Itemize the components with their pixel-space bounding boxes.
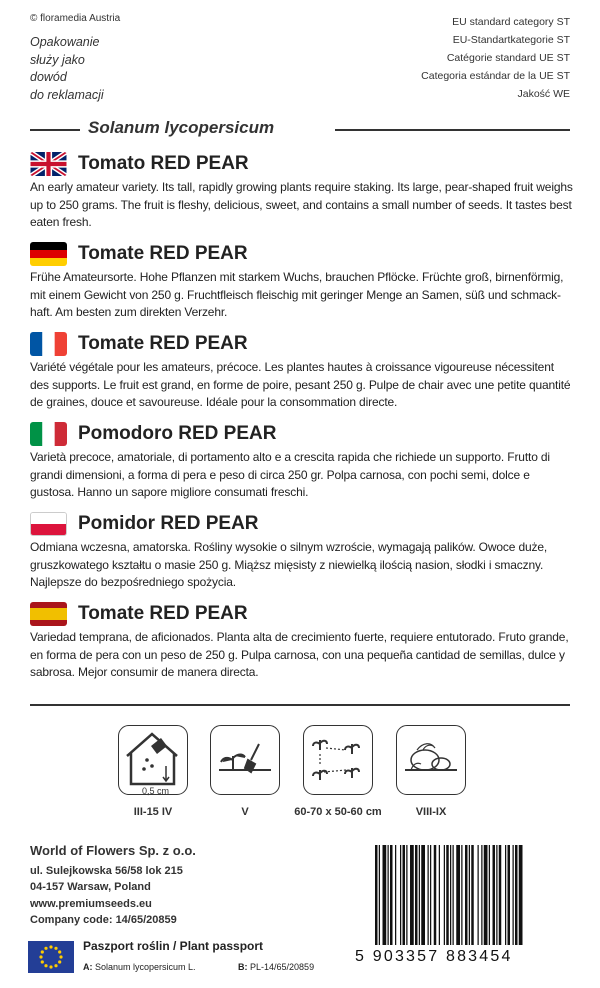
barcode-bar — [379, 845, 380, 945]
barcode-bar — [481, 845, 482, 945]
barcode-bar — [430, 845, 431, 945]
barcode-bar — [478, 845, 479, 945]
sowing-depth-label: 0,5 cm — [142, 786, 170, 796]
barcode-bar — [461, 845, 462, 945]
plant-spacing-icon — [303, 725, 373, 795]
barcode-bar — [375, 845, 378, 945]
brand-label: © floramedia Austria — [30, 13, 121, 24]
uk-flag-icon — [30, 152, 67, 176]
barcode-bar — [410, 845, 414, 945]
divider — [335, 129, 570, 131]
barcode-bar — [493, 845, 496, 945]
company-website[interactable]: www.premiumseeds.eu — [30, 897, 152, 910]
category-line: EU-Standartkategorie ST — [452, 34, 570, 46]
barcode — [375, 845, 561, 945]
section-it — [30, 422, 575, 502]
barcode-bar — [419, 845, 420, 945]
category-line: EU standard category ST — [452, 16, 570, 28]
barcode-bar — [513, 845, 514, 945]
variety-title: Tomate RED PEAR — [78, 243, 248, 264]
barcode-bar — [400, 845, 401, 945]
receipt-note-line: do reklamacji — [30, 87, 104, 102]
barcode-bar — [388, 845, 389, 945]
barcode-bar — [484, 845, 488, 945]
barcode-bar — [434, 845, 437, 945]
category-block — [330, 13, 570, 103]
category-line: Categoria estándar de la UE ST — [421, 70, 570, 82]
company-address-line: 04-157 Warsaw, Poland — [30, 881, 151, 893]
passport-registration: B: PL-14/65/20859 — [238, 962, 315, 972]
barcode-bar — [415, 845, 418, 945]
barcode-bar — [465, 845, 468, 945]
barcode-bar — [383, 845, 387, 945]
france-flag-icon — [30, 332, 67, 356]
receipt-note — [30, 34, 104, 104]
section-de — [30, 242, 575, 322]
harvest-icon — [396, 725, 466, 795]
variety-description: Frühe Amateursorte. Hohe Pflanzen mit starkem Wuchs, brauchen Pflöcke. Früchte groß, birnenförmig, mit einem Gewicht von 250 g. Fruchtfleisch fleischig mit geringer Menge an Samen, süß und schmack-haft. Am besten zum direkten Verzehr. — [30, 270, 564, 319]
barcode-bar — [428, 845, 429, 945]
eu-flag-icon — [28, 941, 74, 973]
plant-passport — [28, 938, 328, 978]
sowing-indoor-icon — [118, 725, 188, 795]
barcode-bar — [450, 845, 451, 945]
transplanting-icon — [210, 725, 280, 795]
barcode-bar — [456, 845, 460, 945]
category-line: Jakość WE — [517, 88, 570, 100]
divider — [30, 704, 570, 706]
barcode-bar — [489, 845, 490, 945]
variety-description: An early amateur variety. Its tall, rapidly growing plants require staking. Its large, pear-shaped fruit weighs up to 250 grams. The fruit is fleshy, delicious, sweet, and contains a small number of seeds. It tastes best eaten fresh. — [30, 180, 573, 229]
harvest-period-label: VIII-IX — [415, 806, 447, 818]
variety-title: Tomato RED PEAR — [78, 153, 249, 174]
receipt-note-line: dowód — [30, 70, 67, 84]
company-info — [30, 843, 196, 929]
barcode-bar — [453, 845, 454, 945]
transplant-period-label: V — [241, 806, 249, 818]
barcode-bar — [406, 845, 407, 945]
section-en — [30, 152, 575, 232]
divider — [30, 129, 80, 131]
passport-title: Paszport roślin / Plant passport — [83, 939, 264, 953]
barcode-bar — [469, 845, 470, 945]
barcode-bar — [508, 845, 511, 945]
barcode-bar — [395, 845, 396, 945]
sowing-period-label: III-15 IV — [133, 806, 173, 818]
barcode-bar — [444, 845, 445, 945]
variety-description: Varietà precoce, amatoriale, di portamento alto e a crescita rapida che richiede un supporto. Frutto di grandi dimensioni, a forma di pera e peso di circa 250 gr. Polpa carnosa, con pochi semi, dolce e gustosa. Hanno un sapore migliore consumati freschi. — [30, 450, 550, 499]
company-name: World of Flowers Sp. z o.o. — [30, 843, 196, 858]
passport-species: A: Solanum lycopersicum L. — [83, 962, 196, 972]
variety-description: Variedad temprana, de aficionados. Planta alta de crecimiento fuerte, requiere entutorado. Fruto grande, en forma de pera con un peso de 250 g. Pulpa carnosa, con una pequeña cantidad de semillas, dulce y sabrosa. Mejor consumir de manera directa. — [30, 630, 569, 679]
receipt-note-line: służy jako — [30, 52, 85, 67]
company-code: Company code: 14/65/20859 — [30, 914, 177, 926]
spain-flag-icon — [30, 602, 67, 626]
variety-description: Odmiana wczesna, amatorska. Rośliny wysokie o silnym wzroście, wymagają palików. Owoce duże, gruszkowatego kształtu o masie 250 g. Miąższ mięsisty z niewielką ilością nasion, słodki i smaczny. Najlepsze do bezpośredniego spożycia. — [30, 540, 548, 589]
barcode-bar — [519, 845, 523, 945]
poland-flag-icon — [30, 512, 67, 536]
barcode-bar — [515, 845, 518, 945]
company-address-line: ul. Sulejkowska 56/58 lok 215 — [30, 864, 183, 877]
barcode-bar — [471, 845, 474, 945]
category-line: Catégorie standard UE ST — [446, 52, 570, 64]
variety-description: Variété végétale pour les amateurs, précoce. Les plantes hautes à croissance vigoureuse nécessitent des supports. Le fruit est grand, en forme de poire, pesant 250 g. Pulpe de chair avec une petite quantité de graines, douce et savoureuse. Idéale pour la consommation directe. — [30, 360, 571, 409]
barcode-bar — [505, 845, 506, 945]
variety-title: Tomate RED PEAR — [78, 603, 248, 624]
variety-title: Tomate RED PEAR — [78, 333, 248, 354]
barcode-bar — [439, 845, 440, 945]
section-es — [30, 602, 575, 682]
latin-name-row — [30, 118, 570, 138]
variety-title: Pomodoro RED PEAR — [78, 423, 277, 444]
germany-flag-icon — [30, 242, 67, 266]
barcode-bar — [499, 845, 502, 945]
section-pl — [30, 512, 575, 592]
latin-name: Solanum lycopersicum — [88, 118, 275, 137]
barcode-bar — [446, 845, 449, 945]
barcode-bar — [390, 845, 393, 945]
italy-flag-icon — [30, 422, 67, 446]
barcode-bar — [421, 845, 425, 945]
barcode-bar — [496, 845, 497, 945]
barcode-number: 5 903357 883454 — [355, 948, 513, 965]
section-fr — [30, 332, 575, 412]
spacing-label: 60-70 x 50-60 cm — [294, 806, 382, 818]
barcode-bar — [403, 845, 406, 945]
receipt-note-line: Opakowanie — [30, 35, 100, 49]
variety-title: Pomidor RED PEAR — [78, 513, 259, 534]
